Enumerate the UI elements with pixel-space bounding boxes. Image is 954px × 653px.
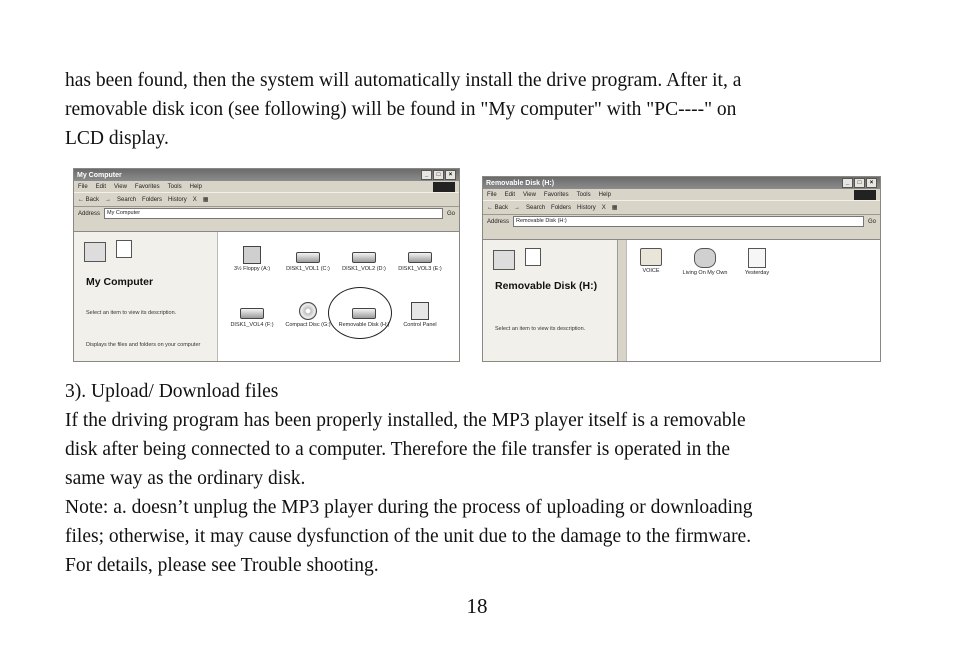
menu-favorites[interactable]: Favorites: [543, 191, 569, 198]
address-label: Address: [487, 218, 510, 225]
go-button[interactable]: Go: [867, 218, 876, 225]
maximize-button[interactable]: □: [854, 178, 865, 188]
menu-edit[interactable]: Edit: [95, 183, 107, 190]
history-button[interactable]: History: [577, 204, 596, 211]
file-label: Living On My Own: [682, 270, 728, 276]
intro-line: LCD display.: [65, 128, 169, 149]
drive-d[interactable]: [336, 252, 392, 273]
note-line: files; otherwise, it may cause dysfunction of the unit due to the damage to the firmware.: [65, 526, 752, 547]
delete-button[interactable]: X: [601, 204, 606, 211]
search-button[interactable]: Search: [526, 204, 546, 211]
file-label: VOICE: [642, 268, 660, 274]
highlight-circle: [328, 287, 392, 339]
page-number: 18: [466, 594, 488, 618]
menu-bar: [74, 181, 459, 192]
minimize-button[interactable]: _: [421, 170, 432, 180]
hard-drive-icon: [240, 308, 264, 319]
address-input[interactable]: Removable Disk (H:): [513, 216, 864, 227]
menu-bar: [483, 189, 880, 200]
address-bar: [74, 207, 459, 220]
menu-tools[interactable]: Tools: [576, 191, 591, 198]
menu-view[interactable]: View: [114, 183, 127, 190]
section-line: same way as the ordinary disk.: [65, 468, 306, 489]
hard-drive-icon: [296, 252, 320, 263]
drive-e[interactable]: [392, 252, 448, 273]
drive-c[interactable]: [280, 252, 336, 273]
menu-help[interactable]: Help: [598, 191, 611, 198]
folders-button[interactable]: Folders: [142, 196, 163, 203]
section-line: If the driving program has been properly installed, the MP3 player itself is a removable: [65, 410, 746, 431]
drive-label: 3½ Floppy (A:): [233, 266, 271, 272]
views-button[interactable]: ▦: [202, 197, 209, 203]
file-label: Yesterday: [744, 270, 770, 276]
pane-hint-2: Displays the files and folders on your computer: [86, 342, 201, 348]
drive-a[interactable]: [224, 246, 280, 273]
mp3-file-icon: [748, 248, 766, 268]
drive-label: Removable Disk (H:): [338, 322, 390, 328]
drive-label: DISK1_VOL1 (C:): [286, 266, 330, 272]
pane-title: My Computer: [86, 276, 154, 288]
hard-drive-icon: [408, 252, 432, 263]
forward-button[interactable]: →: [514, 204, 521, 211]
intro-line: removable disk icon (see following) will be found in "My computer" with "PC----" on: [65, 99, 737, 120]
file-living-on-my-own[interactable]: [677, 248, 733, 277]
back-button[interactable]: ← Back: [78, 196, 100, 203]
drive-label: Compact Disc (G:): [285, 322, 331, 328]
address-input[interactable]: My Computer: [104, 208, 443, 219]
window-title: Removable Disk (H:): [486, 179, 555, 187]
address-label: Address: [78, 210, 101, 217]
window-titlebar: [74, 169, 459, 181]
folder-voice[interactable]: [623, 248, 679, 275]
drive-label: DISK1_VOL2 (D:): [342, 266, 386, 272]
delete-button[interactable]: X: [192, 196, 197, 203]
pane-hint: Select an item to view its description.: [495, 326, 586, 332]
window-title: My Computer: [77, 171, 122, 179]
history-button[interactable]: History: [168, 196, 187, 203]
maximize-button[interactable]: □: [433, 170, 444, 180]
file-yesterday[interactable]: [729, 248, 785, 277]
go-button[interactable]: Go: [446, 210, 455, 217]
views-button[interactable]: ▦: [611, 205, 618, 211]
forward-button[interactable]: →: [105, 196, 112, 203]
menu-help[interactable]: Help: [189, 183, 202, 190]
drive-f[interactable]: [224, 308, 280, 329]
pane-hint: Select an item to view its description.: [86, 310, 177, 316]
window-content: [483, 239, 880, 361]
upload-download-section: [65, 377, 895, 580]
toolbar: [483, 200, 880, 215]
menu-file[interactable]: File: [78, 183, 88, 190]
toolbar: [74, 192, 459, 207]
computer-icon: [80, 238, 140, 264]
back-button[interactable]: ← Back: [487, 204, 509, 211]
item-label: Control Panel: [403, 322, 437, 328]
drive-label: DISK1_VOL3 (E:): [398, 266, 442, 272]
folders-button[interactable]: Folders: [551, 204, 572, 211]
menu-view[interactable]: View: [523, 191, 536, 198]
menu-favorites[interactable]: Favorites: [134, 183, 160, 190]
compact-disc-icon: [299, 302, 317, 320]
close-button[interactable]: ×: [866, 178, 877, 188]
audio-file-icon: [694, 248, 716, 268]
minimize-button[interactable]: _: [842, 178, 853, 188]
search-button[interactable]: Search: [117, 196, 137, 203]
windows-logo-icon: [854, 190, 876, 200]
window-content: [74, 231, 459, 361]
note-line: For details, please see Trouble shooting.: [65, 555, 379, 576]
section-heading: 3). Upload/ Download files: [65, 381, 279, 402]
floppy-drive-icon: [243, 246, 261, 264]
folder-icon: [640, 248, 662, 266]
menu-edit[interactable]: Edit: [504, 191, 516, 198]
control-panel[interactable]: [392, 302, 448, 329]
removable-disk-icon: [489, 246, 549, 272]
intro-line: has been found, then the system will automatically install the drive program. After it, a: [65, 70, 742, 91]
window-titlebar: [483, 177, 880, 189]
pane-title: Removable Disk (H:): [495, 280, 598, 292]
control-panel-icon: [411, 302, 429, 320]
intro-paragraph: [65, 66, 895, 153]
task-pane: [74, 232, 218, 361]
menu-tools[interactable]: Tools: [167, 183, 182, 190]
drive-label: DISK1_VOL4 (F:): [230, 322, 274, 328]
my-computer-window: [73, 168, 460, 362]
address-bar: [483, 215, 880, 228]
close-button[interactable]: ×: [445, 170, 456, 180]
removable-disk-window: [482, 176, 881, 362]
section-line: disk after being connected to a computer. Therefore the file transfer is operated in the: [65, 439, 731, 460]
windows-logo-icon: [433, 182, 455, 192]
note-line: Note: a. doesn’t unplug the MP3 player during the process of uploading or downloading: [65, 497, 753, 518]
menu-file[interactable]: File: [487, 191, 497, 198]
task-pane: [483, 240, 627, 361]
hard-drive-icon: [352, 252, 376, 263]
